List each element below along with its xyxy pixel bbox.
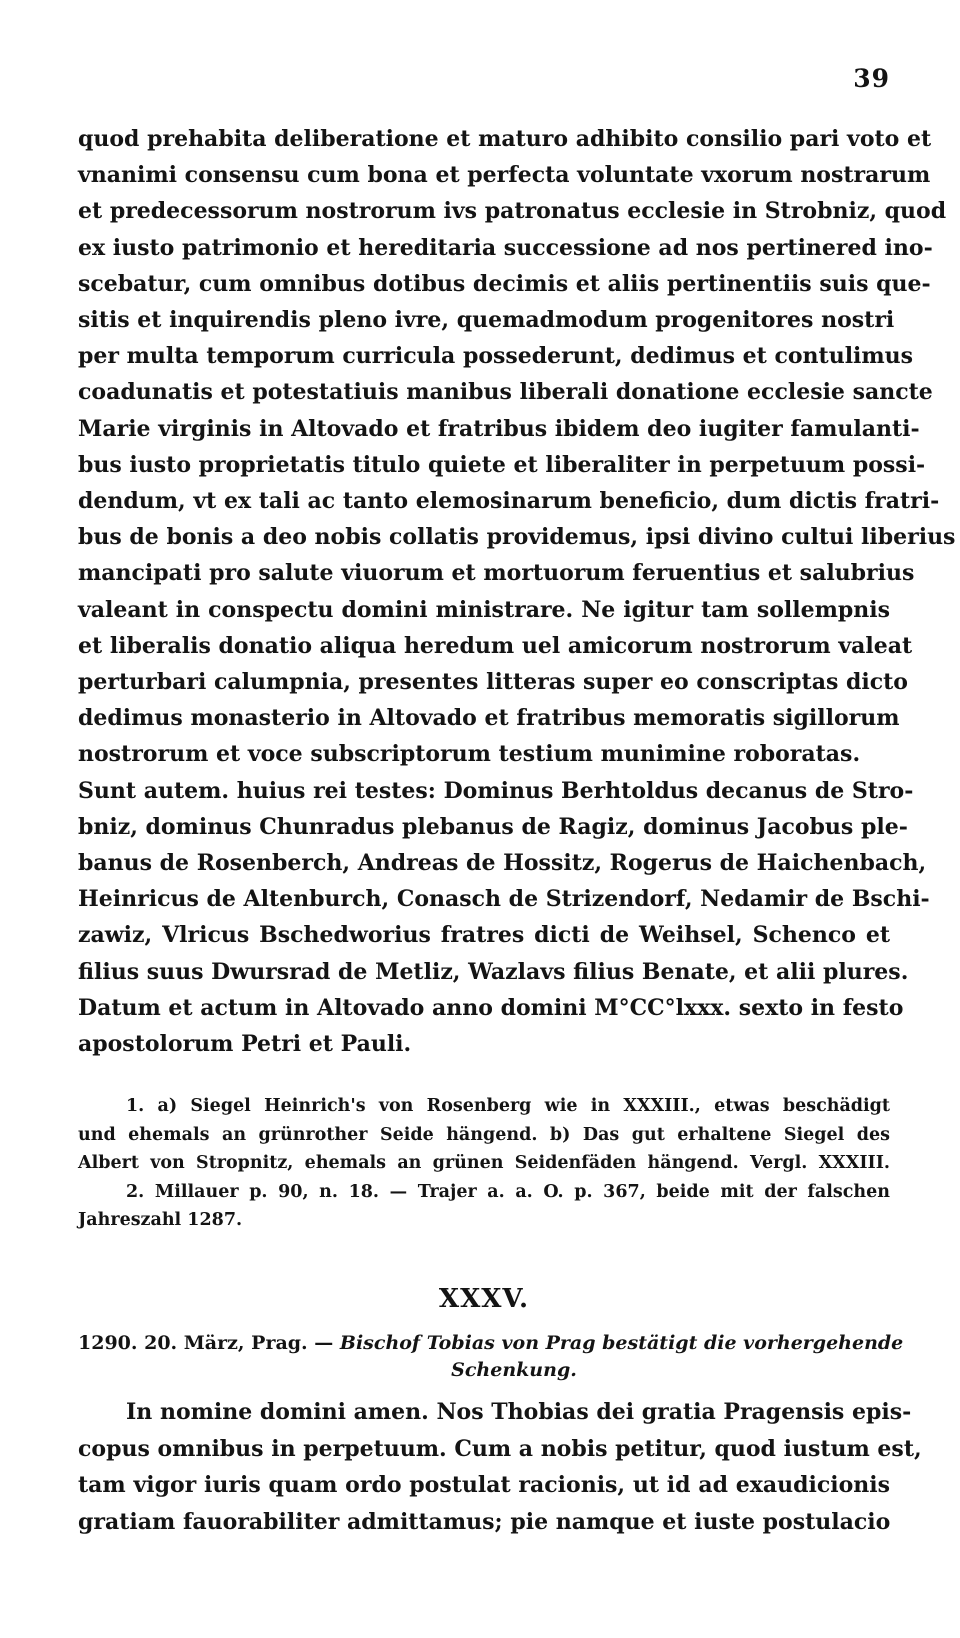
text-line: scebatur, cum omnibus dotibus decimis et aliis pertinentiis suis que- bbox=[78, 270, 931, 297]
document-regest bbox=[78, 1330, 904, 1384]
text-line: vnanimi consensu cum bona et perfecta voluntate vxorum nostrarum bbox=[78, 162, 931, 189]
footnote-line: 2. Millauer p. 90, n. 18. — Trajer a. a. O. p. 367, beide mit der falschen bbox=[126, 1181, 890, 1202]
text-line: tam vigor iuris quam ordo postulat racionis, ut id ad exaudicionis bbox=[78, 1472, 890, 1498]
regest-summary-continued: Schenkung. bbox=[451, 1359, 577, 1381]
footnote-line: 1. a) Siegel Heinrich's von Rosenberg wie in XXXIII., etwas beschädigt bbox=[126, 1096, 890, 1116]
text-line: mancipati pro salute viuorum et mortuorum feruentius et salubrius bbox=[78, 560, 915, 587]
text-line: bniz, dominus Chunradus plebanus de Ragiz, dominus Jacobus ple- bbox=[78, 813, 908, 840]
text-line: valeant in conspectu domini ministrare. Ne igitur tam sollempnis bbox=[78, 596, 890, 623]
text-line: filius suus Dwursrad de Metliz, Wazlavs filius Benate, et alii plures. bbox=[78, 958, 909, 985]
date-place: 1290. 20. März, Prag. — bbox=[78, 1332, 334, 1354]
text-line: Sunt autem. huius rei testes: Dominus Berhtoldus decanus de Stro- bbox=[78, 777, 914, 804]
charter-text-continued bbox=[78, 121, 956, 1062]
document-page bbox=[78, 0, 956, 1638]
footnote-line: Albert von Stropnitz, ehemals an grünen Seidenfäden hängend. Vergl. XXXIII. bbox=[78, 1153, 890, 1174]
regest-summary: Bischof Tobias von Prag bestätigt die vorhergehende bbox=[339, 1332, 904, 1354]
document-number: XXXV. bbox=[438, 1284, 530, 1314]
page-number: 39 bbox=[853, 64, 890, 93]
footnote-line: und ehemals an grünrother Seide hängend. b) Das gut erhaltene Siegel des bbox=[78, 1124, 890, 1145]
text-line: per multa temporum curricula possederunt, dedimus et contulimus bbox=[78, 343, 914, 370]
footnote-line: Jahreszahl 1287. bbox=[78, 1210, 243, 1231]
text-line: ex iusto patrimonio et hereditaria successione ad nos pertinered ino- bbox=[78, 234, 933, 261]
text-line: In nomine domini amen. Nos Thobias dei gratia Pragensis epis- bbox=[126, 1399, 912, 1425]
text-line: Datum et actum in Altovado anno domini M°CC°lxxx. sexto in festo bbox=[78, 994, 904, 1021]
text-line: sitis et inquirendis pleno ivre, quemadmodum progenitores nostri bbox=[78, 307, 895, 334]
text-line: apostolorum Petri et Pauli. bbox=[78, 1031, 412, 1058]
regest-heading bbox=[78, 1330, 904, 1357]
text-line: perturbari calumpnia, presentes litteras super eo conscriptas dicto bbox=[78, 669, 908, 696]
text-line: quod prehabita deliberatione et maturo adhibito consilio pari voto et bbox=[78, 126, 932, 152]
text-line: nostrorum et voce subscriptorum testium munimine roboratas. bbox=[78, 741, 861, 768]
text-line: dendum, vt ex tali ac tanto elemosinarum beneficio, dum dictis fratri- bbox=[78, 488, 940, 515]
text-line: et liberalis donatio aliqua heredum uel amicorum nostrorum valeat bbox=[78, 632, 913, 659]
text-line: bus iusto proprietatis titulo quiete et liberaliter in perpetuum possi- bbox=[78, 451, 926, 478]
text-line: gratiam fauorabiliter admittamus; pie namque et iuste postulacio bbox=[78, 1508, 891, 1535]
text-line: Marie virginis in Altovado et fratribus ibidem deo iugiter famulanti- bbox=[78, 415, 920, 442]
text-line: bus de bonis a deo nobis collatis providemus, ipsi divino cultui liberius bbox=[78, 524, 956, 551]
text-line: copus omnibus in perpetuum. Cum a nobis petitur, quod iustum est, bbox=[78, 1435, 922, 1462]
charter-text-new bbox=[78, 1394, 922, 1540]
footnotes bbox=[78, 1092, 890, 1235]
text-line: dedimus monasterio in Altovado et fratribus memoratis sigillorum bbox=[78, 705, 900, 732]
text-line: coadunatis et potestatiuis manibus liberali donatione ecclesie sancte bbox=[78, 379, 933, 406]
text-line: et predecessorum nostrorum ivs patronatus ecclesie in Strobniz, quod bbox=[78, 198, 947, 225]
text-line: banus de Rosenberch, Andreas de Hossitz, Rogerus de Haichenbach, bbox=[78, 850, 927, 877]
text-line: zawiz, Vlricus Bschedworius fratres dicti de Weihsel, Schenco et bbox=[78, 922, 890, 949]
text-line: Heinricus de Altenburch, Conasch de Strizendorf, Nedamir de Bschi- bbox=[78, 886, 930, 913]
